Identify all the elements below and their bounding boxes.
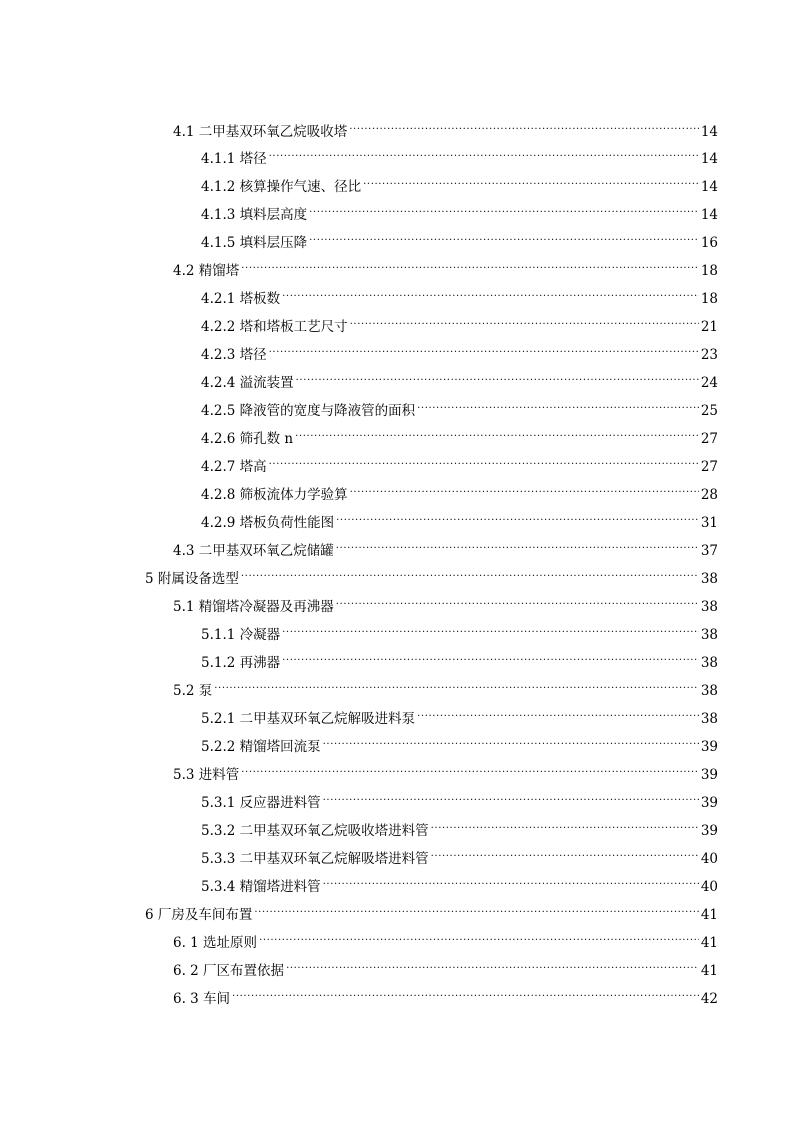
toc-entry-label: 4.2.4 溢流装置 <box>201 375 294 391</box>
toc-entry-page: 37 <box>700 543 718 559</box>
toc-entry[interactable] <box>173 981 718 1007</box>
toc-entry[interactable] <box>173 673 718 699</box>
toc-leader-dots <box>323 785 699 807</box>
toc-entry-label: 4.1.5 填料层压降 <box>201 235 308 251</box>
toc-entry-page: 38 <box>700 599 718 615</box>
toc-entry-page: 40 <box>700 851 718 867</box>
toc-leader-dots <box>254 897 698 919</box>
toc-entry-page: 42 <box>700 991 718 1007</box>
toc-entry-page: 39 <box>700 739 718 755</box>
toc-leader-dots <box>286 953 699 975</box>
toc-entry-page: 40 <box>700 879 718 895</box>
toc-leader-dots <box>309 197 699 219</box>
toc-entry-label: 4.2.5 降液管的宽度与降液管的面积 <box>201 403 416 419</box>
toc-entry-page: 18 <box>700 291 718 307</box>
toc-entry[interactable] <box>201 365 718 391</box>
toc-entry-page: 39 <box>700 823 718 839</box>
toc-entry[interactable] <box>173 925 718 951</box>
toc-entry[interactable] <box>201 225 718 251</box>
toc-leader-dots <box>417 393 699 415</box>
toc-entry[interactable] <box>201 309 718 335</box>
toc-entry-page: 38 <box>700 655 718 671</box>
toc-entry-label: 4.2 精馏塔 <box>173 263 240 279</box>
toc-entry[interactable] <box>173 114 718 140</box>
toc-entry[interactable] <box>201 617 718 643</box>
toc-entry-page: 24 <box>700 375 718 391</box>
toc-entry-page: 14 <box>700 124 718 140</box>
toc-leader-dots <box>232 981 699 1003</box>
toc-entry-page: 21 <box>700 319 718 335</box>
toc-entry-label: 5.3 进料管 <box>173 767 240 783</box>
toc-entry-page: 39 <box>700 767 718 783</box>
toc-leader-dots <box>295 421 699 443</box>
toc-leader-dots <box>214 673 699 695</box>
toc-entry-label: 4.1.3 填料层高度 <box>201 207 308 223</box>
toc-entry-page: 14 <box>700 151 718 167</box>
toc-entry[interactable] <box>201 645 718 671</box>
toc-leader-dots <box>336 589 699 611</box>
toc-leader-dots <box>363 169 699 191</box>
toc-entry-page: 38 <box>700 711 718 727</box>
toc-entry-label: 6. 2 厂区布置依据 <box>173 963 285 979</box>
toc-entry-page: 14 <box>700 179 718 195</box>
toc-leader-dots <box>241 561 699 583</box>
toc-entry-label: 5.3.2 二甲基双环氧乙烷吸收塔进料管 <box>201 823 429 839</box>
toc-entry[interactable] <box>201 505 718 531</box>
toc-entry-page: 41 <box>700 907 718 923</box>
toc-leader-dots <box>349 114 699 136</box>
toc-entry-label: 5.1 精馏塔冷凝器及再沸器 <box>173 599 334 615</box>
toc-entry[interactable] <box>201 281 718 307</box>
toc-entry[interactable] <box>201 841 718 867</box>
toc-entry-page: 38 <box>700 627 718 643</box>
toc-leader-dots <box>282 281 699 303</box>
toc-entry[interactable] <box>201 729 718 755</box>
toc-entry[interactable] <box>201 813 718 839</box>
toc-entry-page: 41 <box>700 963 718 979</box>
toc-entry[interactable] <box>201 449 718 475</box>
toc-leader-dots <box>259 925 699 947</box>
toc-entry-label: 4.2.7 塔高 <box>201 459 267 475</box>
toc-entry-page: 27 <box>700 459 718 475</box>
toc-leader-dots <box>431 841 699 863</box>
toc-leader-dots <box>282 617 699 639</box>
toc-entry-label: 5 附属设备选型 <box>145 571 239 587</box>
toc-leader-dots <box>350 477 699 499</box>
toc-entry-label: 5.3.4 精馏塔进料管 <box>201 879 321 895</box>
toc-leader-dots <box>309 225 699 247</box>
toc-entry[interactable] <box>201 337 718 363</box>
toc-entry-label: 5.2 泵 <box>173 683 213 699</box>
toc-entry[interactable] <box>173 533 718 559</box>
toc-entry-page: 25 <box>700 403 718 419</box>
toc-entry[interactable] <box>201 421 718 447</box>
toc-leader-dots <box>269 449 699 471</box>
toc-entry-page: 31 <box>700 515 718 531</box>
toc-entry-page: 39 <box>700 795 718 811</box>
toc-entry[interactable] <box>145 561 718 587</box>
toc-entry[interactable] <box>201 477 718 503</box>
toc-leader-dots <box>282 645 699 667</box>
toc-entry-page: 16 <box>700 235 718 251</box>
toc-entry-label: 5.3.3 二甲基双环氧乙烷解吸塔进料管 <box>201 851 429 867</box>
toc-entry-page: 27 <box>700 431 718 447</box>
toc-entry-label: 5.2.1 二甲基双环氧乙烷解吸进料泵 <box>201 711 416 727</box>
toc-entry-label: 4.2.6 筛孔数 n <box>201 431 294 447</box>
toc-entry[interactable] <box>201 785 718 811</box>
toc-leader-dots <box>350 309 699 331</box>
toc-leader-dots <box>269 141 699 163</box>
toc-entry-label: 5.1.2 再沸器 <box>201 655 281 671</box>
toc-entry[interactable] <box>145 897 718 923</box>
toc-leader-dots <box>417 701 699 723</box>
toc-leader-dots <box>323 869 699 891</box>
toc-entry-label: 4.2.8 筛板流体力学验算 <box>201 487 348 503</box>
toc-entry[interactable] <box>173 589 718 615</box>
toc-leader-dots <box>336 533 699 555</box>
toc-leader-dots <box>241 253 699 275</box>
toc-entry-label: 6. 3 车间 <box>173 991 231 1007</box>
toc-leader-dots <box>431 813 699 835</box>
toc-entry-label: 4.1 二甲基双环氧乙烷吸收塔 <box>173 124 348 140</box>
toc-entry[interactable] <box>173 757 718 783</box>
toc-entry-label: 4.3 二甲基双环氧乙烷储罐 <box>173 543 334 559</box>
toc-entry-label: 4.2.1 塔板数 <box>201 291 281 307</box>
toc-entry-label: 4.2.3 塔径 <box>201 347 267 363</box>
toc-leader-dots <box>269 337 699 359</box>
toc-entry-label: 4.2.9 塔板负荷性能图 <box>201 515 335 531</box>
toc-entry[interactable] <box>201 393 718 419</box>
toc-entry[interactable] <box>173 953 718 979</box>
toc-entry[interactable] <box>201 141 718 167</box>
toc-entry[interactable] <box>201 197 718 223</box>
toc-entry[interactable] <box>201 169 718 195</box>
toc-entry-page: 23 <box>700 347 718 363</box>
toc-entry-page: 38 <box>700 683 718 699</box>
toc-entry-label: 5.1.1 冷凝器 <box>201 627 281 643</box>
toc-entry-label: 5.2.2 精馏塔回流泵 <box>201 739 321 755</box>
toc-entry[interactable] <box>173 253 718 279</box>
toc-entry-label: 4.2.2 塔和塔板工艺尺寸 <box>201 319 348 335</box>
toc-entry-label: 6. 1 选址原则 <box>173 935 258 951</box>
toc-entry[interactable] <box>201 869 718 895</box>
toc-entry-label: 5.3.1 反应器进料管 <box>201 795 321 811</box>
toc-leader-dots <box>241 757 699 779</box>
toc-leader-dots <box>336 505 699 527</box>
toc-leader-dots <box>323 729 699 751</box>
toc-entry-page: 14 <box>700 207 718 223</box>
toc-entry[interactable] <box>201 701 718 727</box>
toc-entry-page: 28 <box>700 487 718 503</box>
toc-entry-label: 4.1.2 核算操作气速、径比 <box>201 179 362 195</box>
toc-entry-label: 4.1.1 塔径 <box>201 151 267 167</box>
toc-entry-label: 6 厂房及车间布置 <box>145 907 253 923</box>
toc-entry-page: 41 <box>700 935 718 951</box>
toc-entry-page: 38 <box>700 571 718 587</box>
toc-leader-dots <box>296 365 699 387</box>
toc-entry-page: 18 <box>700 263 718 279</box>
